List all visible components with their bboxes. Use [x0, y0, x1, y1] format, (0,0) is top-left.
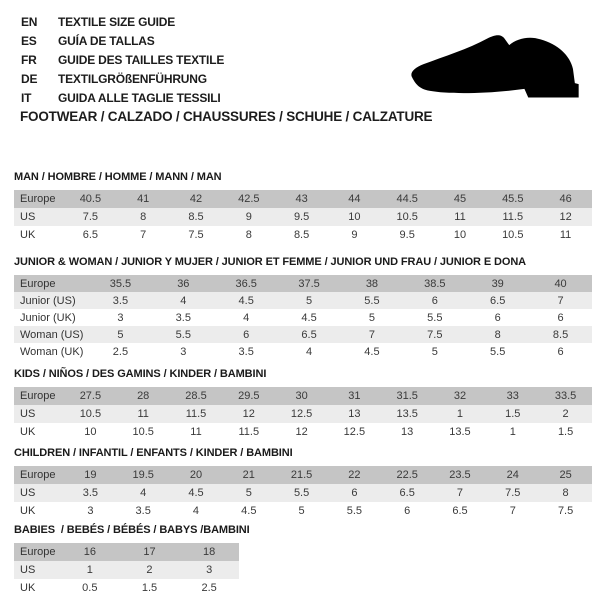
language-row [21, 51, 224, 70]
size-cell: 31.5 [396, 390, 418, 402]
size-cell: 21 [242, 469, 255, 481]
row-label: Europe [20, 469, 56, 481]
size-cell: 25 [559, 469, 572, 481]
row-label: Europe [20, 546, 56, 558]
size-cell: 1.5 [505, 408, 521, 420]
size-cell: 22.5 [396, 469, 418, 481]
size-cell: 36.5 [235, 277, 257, 290]
size-cell: 11.5 [238, 426, 260, 438]
size-cell: 5.5 [427, 311, 443, 324]
size-cell: 33 [506, 390, 519, 402]
size-cell: 17 [143, 546, 156, 558]
size-cell: 7 [509, 505, 516, 517]
size-cell: 5 [431, 345, 438, 358]
language-row [21, 89, 224, 108]
language-code: EN [21, 15, 38, 29]
table-row [14, 309, 592, 326]
table-row [14, 275, 592, 292]
size-cell: 24 [506, 469, 519, 481]
size-cell: 40 [554, 277, 567, 290]
size-cell: 35.5 [109, 277, 132, 290]
size-cell: 1 [456, 408, 464, 420]
size-cell: 29.5 [238, 390, 260, 402]
size-cell: 19.5 [132, 469, 154, 481]
size-cell: 11 [559, 229, 572, 241]
size-cell: 21.5 [290, 469, 313, 481]
size-cell: 7 [368, 328, 375, 341]
size-cell: 4 [180, 294, 187, 307]
size-cell: 7.5 [427, 328, 443, 341]
size-cell: 39 [491, 277, 504, 290]
size-cell: 4 [306, 345, 313, 358]
size-cell: 8.5 [552, 328, 569, 341]
size-cell: 13 [348, 408, 361, 420]
size-cell: 5.5 [175, 328, 191, 341]
size-cell: 1.5 [557, 426, 574, 438]
table-title: KIDS / NIÑOS / DES GAMINS / KINDER / BAMBINI [14, 368, 267, 380]
size-cell: 6.5 [301, 328, 317, 341]
size-cell: 38 [365, 277, 379, 290]
size-cell: 27.5 [79, 390, 102, 402]
category-title: FOOTWEAR / CALZADO / CHAUSSURES / SCHUHE / CALZATURE [20, 109, 433, 124]
size-cell: 4 [140, 487, 147, 499]
size-cell: 19 [84, 469, 97, 481]
size-table-section [14, 368, 592, 441]
size-table-section [14, 171, 592, 244]
table-row [14, 387, 592, 405]
size-cell: 7 [140, 229, 147, 241]
size-cell: 5.5 [490, 345, 506, 358]
table-title: CHILDREN / INFANTIL / ENFANTS / KINDER / BAMBINI [14, 447, 293, 459]
size-cell: 10.5 [396, 211, 418, 223]
size-cell: 11.5 [185, 408, 207, 420]
language-title: GUÍA DE TALLAS [58, 34, 155, 48]
size-cell: 7 [557, 294, 564, 307]
size-cell: 36 [177, 277, 190, 290]
size-cell: 10 [453, 229, 467, 241]
size-cell: 28 [137, 390, 150, 402]
language-title: GUIDE DES TAILLES TEXTILE [58, 53, 225, 67]
size-cell: 7.5 [82, 211, 99, 223]
size-cell: 6.5 [490, 294, 506, 307]
size-cell: 5 [306, 294, 313, 307]
size-cell: 6.5 [82, 229, 99, 241]
size-cell: 5.5 [346, 505, 363, 517]
size-cell: 3 [206, 564, 213, 576]
size-cell: 7 [456, 487, 464, 499]
table-row [14, 502, 592, 520]
size-cell: 37.5 [298, 277, 320, 290]
size-cell: 2 [562, 408, 569, 420]
size-cell: 20 [189, 469, 203, 481]
size-cell: 4.5 [241, 505, 257, 517]
size-cell: 46 [559, 193, 572, 205]
row-label: UK [20, 426, 36, 438]
size-table-section [14, 524, 592, 597]
table-row [14, 208, 592, 226]
size-table-section [14, 256, 592, 360]
language-code: FR [21, 53, 37, 67]
table-title: MAN / HOMBRE / HOMME / MANN / MAN [14, 171, 222, 183]
table-row [14, 226, 592, 244]
language-title: GUIDA ALLE TAGLIE TESSILI [58, 91, 221, 105]
size-cell: 41 [137, 193, 150, 205]
size-cell: 23.5 [449, 469, 471, 481]
size-cell: 13.5 [449, 426, 471, 438]
size-cell: 13.5 [396, 408, 418, 420]
row-label: Woman (US) [20, 328, 84, 341]
language-list [21, 13, 224, 108]
size-cell: 11 [190, 426, 202, 438]
row-label: Junior (UK) [20, 311, 76, 324]
size-cell: 9.5 [399, 229, 415, 241]
size-cell: 3.5 [175, 311, 191, 324]
size-cell: 1 [509, 426, 516, 438]
size-cell: 3.5 [135, 505, 151, 517]
size-cell: 3 [180, 345, 187, 358]
size-cell: 12 [242, 408, 255, 420]
size-cell: 8 [245, 229, 252, 241]
size-cell: 44.5 [396, 193, 418, 205]
language-row [21, 32, 224, 51]
row-label: Europe [20, 193, 56, 205]
row-label: Junior (US) [20, 294, 76, 307]
size-cell: 6 [494, 311, 501, 324]
table-row [14, 405, 592, 423]
language-title: TEXTILE SIZE GUIDE [58, 15, 176, 29]
row-label: US [20, 408, 36, 420]
language-code: ES [21, 34, 37, 48]
size-cell: 8.5 [188, 211, 204, 223]
table-row [14, 292, 592, 309]
size-cell: 4 [243, 311, 250, 324]
size-cell: 6 [351, 487, 358, 499]
size-cell: 45 [453, 193, 467, 205]
size-cell: 6.5 [452, 505, 468, 517]
size-cell: 42 [189, 193, 203, 205]
size-cell: 28.5 [185, 390, 207, 402]
size-cell: 6 [557, 311, 564, 324]
size-cell: 45.5 [502, 193, 524, 205]
table-row [14, 343, 592, 360]
size-cell: 33.5 [554, 390, 577, 402]
table-row [14, 423, 592, 441]
size-cell: 4.5 [238, 294, 254, 307]
language-code: DE [21, 72, 38, 86]
size-cell: 18 [203, 546, 216, 558]
size-table-section [14, 447, 592, 520]
size-cell: 42.5 [238, 193, 260, 205]
size-table [14, 190, 592, 244]
size-cell: 3.5 [112, 294, 129, 307]
size-cell: 32 [453, 390, 467, 402]
table-row [14, 190, 592, 208]
size-cell: 10.5 [502, 229, 524, 241]
size-cell: 12 [559, 211, 572, 223]
size-cell: 12.5 [343, 426, 366, 438]
size-cell: 2 [146, 564, 153, 576]
size-cell: 1 [86, 564, 93, 576]
size-cell: 10.5 [132, 426, 154, 438]
language-title: TEXTILGRÖßENFÜHRUNG [58, 72, 207, 86]
size-cell: 7.5 [557, 505, 574, 517]
size-cell: 11.5 [502, 211, 524, 223]
table-row [14, 561, 239, 579]
size-cell: 6 [431, 294, 438, 307]
table-title: BABIES / BEBÉS / BÉBÉS / BABYS /BAMBINI [14, 524, 250, 536]
size-cell: 5.5 [364, 294, 380, 307]
size-cell: 7.5 [188, 229, 204, 241]
size-cell: 10 [348, 211, 361, 223]
table-row [14, 543, 239, 561]
size-cell: 13 [401, 426, 414, 438]
size-cell: 9 [245, 211, 252, 223]
shoe-icon [398, 28, 590, 106]
row-label: US [20, 211, 36, 223]
size-cell: 4 [192, 505, 200, 517]
size-cell: 8 [562, 487, 569, 499]
size-cell: 9 [351, 229, 358, 241]
row-label: Europe [20, 390, 56, 402]
size-cell: 3.5 [238, 345, 254, 358]
size-cell: 2.5 [112, 345, 129, 358]
size-cell: 5.5 [293, 487, 310, 499]
size-cell: 30 [295, 390, 308, 402]
row-label: Europe [20, 277, 56, 290]
size-cell: 31 [348, 390, 361, 402]
size-cell: 5 [368, 311, 375, 324]
row-label: Woman (UK) [20, 345, 84, 358]
size-cell: 10.5 [79, 408, 102, 420]
table-row [14, 466, 592, 484]
size-table [14, 466, 592, 520]
size-table [14, 387, 592, 441]
row-label: UK [20, 582, 36, 594]
size-cell: 8 [494, 328, 501, 341]
size-table [14, 275, 592, 360]
size-cell: 6.5 [399, 487, 415, 499]
size-cell: 12 [295, 426, 308, 438]
size-cell: 11 [454, 211, 466, 223]
size-cell: 22 [348, 469, 361, 481]
size-cell: 3.5 [82, 487, 99, 499]
size-cell: 11 [137, 408, 149, 420]
row-label: UK [20, 229, 36, 241]
size-cell: 1.5 [141, 582, 158, 594]
size-cell: 7.5 [505, 487, 521, 499]
size-cell: 5 [117, 328, 124, 341]
size-cell: 40.5 [79, 193, 102, 205]
language-row [21, 70, 224, 89]
size-cell: 0.5 [82, 582, 98, 594]
size-cell: 2.5 [201, 582, 217, 594]
size-cell: 16 [83, 546, 96, 558]
row-label: US [20, 564, 36, 576]
size-cell: 3 [117, 311, 124, 324]
size-cell: 44 [348, 193, 361, 205]
size-cell: 9.5 [293, 211, 310, 223]
size-cell: 6 [557, 345, 564, 358]
size-cell: 4.5 [301, 311, 317, 324]
size-cell: 43 [295, 193, 308, 205]
size-table [14, 543, 239, 597]
size-cell: 12.5 [290, 408, 313, 420]
size-cell: 10 [84, 426, 97, 438]
size-cell: 38.5 [424, 277, 446, 290]
size-cell: 4.5 [188, 487, 204, 499]
language-code: IT [21, 91, 32, 105]
size-cell: 5 [298, 505, 305, 517]
table-row [14, 579, 239, 597]
language-row [21, 13, 224, 32]
row-label: UK [20, 505, 36, 517]
size-cell: 6 [243, 328, 250, 341]
table-row [14, 484, 592, 502]
size-cell: 3 [87, 505, 94, 517]
table-title: JUNIOR & WOMAN / JUNIOR Y MUJER / JUNIOR ET FEMME / JUNIOR UND FRAU / JUNIOR E DONA [14, 256, 527, 268]
size-cell: 4.5 [364, 345, 380, 358]
size-cell: 8.5 [293, 229, 310, 241]
size-cell: 5 [245, 487, 252, 499]
size-cell: 6 [404, 505, 411, 517]
size-cell: 8 [140, 211, 147, 223]
row-label: US [20, 487, 36, 499]
size-tables [14, 131, 592, 597]
table-row [14, 326, 592, 343]
